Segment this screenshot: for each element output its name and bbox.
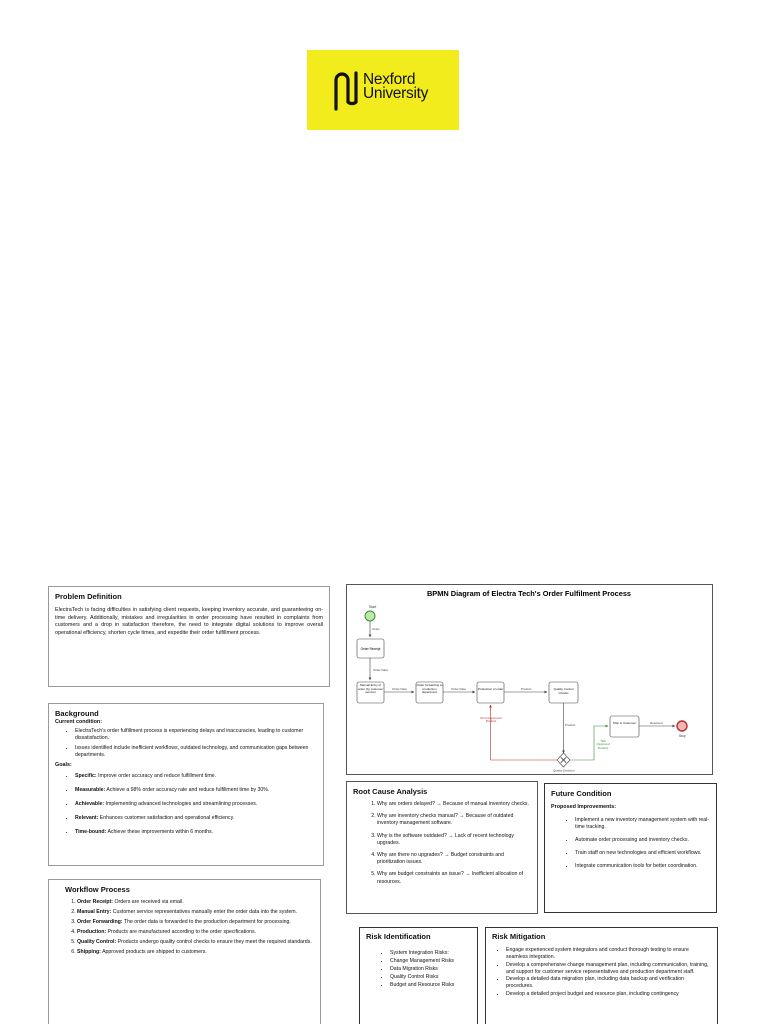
risk-id-title: Risk Identification — [366, 932, 431, 941]
list-item: • Develop a comprehensive change management plan, including communication, training, and support for customer service representatives and production department staff. — [506, 962, 711, 976]
list-item: • Change Management Risks — [390, 958, 471, 965]
flow-label-no: NO (Unapproved Product) — [480, 717, 502, 724]
logo-wordmark — [363, 73, 428, 101]
risk-identification-card — [359, 927, 478, 1024]
list-item: 2. Manual Entry: Customer service representatives manually enter the order data into the system. — [77, 909, 314, 916]
list-item: • Quality Control Risks — [390, 974, 471, 981]
list-item: • ElectraTech's order fulfillment process is experiencing delays and inaccuracies, leading to customer dissatisfaction. — [75, 728, 317, 742]
list-item: • Budget and Resource Risks — [390, 982, 471, 989]
list-item: • Data Migration Risks — [390, 966, 471, 973]
goals-list — [55, 773, 317, 836]
logo-line2: University — [363, 85, 429, 102]
flow-label-order-data: Order Data — [392, 687, 407, 691]
root-cause-title: Root Cause Analysis — [353, 787, 428, 796]
task-label: Order Receipt — [360, 647, 381, 651]
task-label: Ship to Customer — [612, 722, 637, 725]
problem-title: Problem Definition — [55, 592, 122, 601]
list-item: • Issues identified include inefficient workflows, outdated technology, and communication gaps between departments. — [75, 745, 317, 759]
current-condition-label: Current condition: — [55, 719, 103, 725]
list-item: • Relevant: Enhances customer satisfaction and operational efficiency. — [75, 815, 317, 822]
list-item: • Achievable: Implementing advanced technologies and streamlining processes. — [75, 801, 317, 808]
list-item: 6. Shipping: Approved products are shipped to customers. — [77, 949, 314, 956]
start-label: Start — [369, 605, 377, 609]
bpmn-title: BPMN Diagram of Electra Tech's Order Fulfilment Process — [426, 589, 632, 598]
workflow-list — [55, 899, 314, 956]
gateway-label: Quality Decision — [553, 768, 575, 773]
list-item: 3. Why is the software outdated? → Lack of recent technology upgrades. — [377, 833, 531, 847]
task-label: Order forwarding to production department — [416, 684, 443, 695]
list-item: • Develop a detailed data migration plan, including data backup and verification procedures. — [506, 976, 711, 990]
risk-mit-list — [492, 947, 711, 998]
list-item: 5. Why are budget constraints an issue? → Inefficient allocation of resources. — [377, 871, 531, 885]
list-item: • Develop a detailed project budget and resource plan, including contingency — [506, 991, 711, 998]
list-item: • Engage experienced system integrators and conduct thorough testing to ensure seamless integration. — [506, 947, 711, 961]
list-item: • Integrate communication tools for better coordination. — [575, 863, 710, 870]
flow-arrow-no — [491, 705, 558, 760]
list-item: 2. Why are inventory checks manual? → Because of outdated inventory management software. — [377, 813, 531, 827]
list-item: • System Integration Risks: — [390, 950, 471, 957]
flow-label-product: Product — [565, 723, 576, 727]
list-item: 5. Quality Control: Products undergo quality control checks to ensure they meet the required standards. — [77, 939, 314, 946]
task-label: Production of order — [477, 688, 504, 691]
root-cause-list — [353, 801, 531, 886]
list-item: 1. Why are orders delayed? → Because of manual inventory checks. — [377, 801, 531, 808]
root-cause-card — [346, 781, 538, 914]
list-item: 4. Why are there no upgrades? → Budget constraints and prioritization issues. — [377, 852, 531, 866]
list-item: 3. Order Forwarding: The order data is forwarded to the production department for processing. — [77, 919, 314, 926]
future-list — [551, 817, 710, 870]
nexford-logo — [307, 50, 459, 130]
background-card — [48, 703, 324, 866]
start-event — [365, 611, 375, 621]
workflow-process-card — [48, 879, 321, 1024]
list-item: • Train staff on new technologies and efficient workflows. — [575, 850, 710, 857]
current-condition-list — [55, 728, 317, 759]
future-subtitle: Proposed Improvements: — [551, 804, 617, 810]
risk-mit-title: Risk Mitigation — [492, 932, 546, 941]
list-item: • Implement a new inventory management system with real-time tracking. — [575, 817, 710, 831]
task-label: Quality Control Checks — [553, 688, 574, 695]
future-title: Future Condition — [551, 789, 612, 798]
bpmn-diagram — [347, 585, 712, 774]
problem-definition-card — [48, 586, 330, 687]
flow-label-received: Received — [650, 721, 663, 725]
logo-line1: Nexford — [363, 71, 416, 88]
flow-label-order-data: Order Data — [373, 668, 388, 672]
end-event — [677, 721, 687, 731]
flow-label-product: Product — [521, 687, 532, 691]
list-item: • Measurable: Achieve a 98% order accuracy rate and reduce fulfillment time by 30%. — [75, 787, 317, 794]
end-label: Stop — [679, 734, 686, 738]
list-item: • Specific: Improve order accuracy and reduce fulfillment time. — [75, 773, 317, 780]
goals-label: Goals: — [55, 761, 72, 768]
risk-id-list — [366, 950, 471, 989]
nexford-n-mark-icon — [333, 71, 359, 111]
risk-mitigation-card — [485, 927, 718, 1024]
problem-body: ElectraTech is facing difficulties in satisfying client requests, keeping inventory accurate, and guaranteeing on-time delivery. Additionally, mistakes and irregularities in order processing have resulted in complaints from customers and a drop in satisfaction therefore, the need to integrate digital solutions to improve overall operational efficiency, shorten cycle times, and expedite their order fulfillment process. — [55, 607, 323, 636]
task-label: Manual Entry of order (by customer service) — [357, 684, 384, 695]
flow-label-order: Order — [372, 627, 380, 631]
flow-label-yes: YES (Approved Product) — [596, 740, 610, 750]
list-item: 4. Production: Products are manufactured according to the order specifications. — [77, 929, 314, 936]
bpmn-diagram-card — [346, 584, 713, 775]
list-item: • Time-bound: Achieve these improvements within 6 months. — [75, 829, 317, 836]
background-title: Background — [55, 709, 99, 718]
flow-label-order-data: Order Data — [451, 687, 466, 691]
list-item: • Automate order processing and inventory checks. — [575, 837, 710, 844]
list-item: 1. Order Receipt: Orders are received via email. — [77, 899, 314, 906]
future-condition-card — [544, 783, 717, 913]
workflow-title: Workflow Process — [65, 885, 130, 894]
